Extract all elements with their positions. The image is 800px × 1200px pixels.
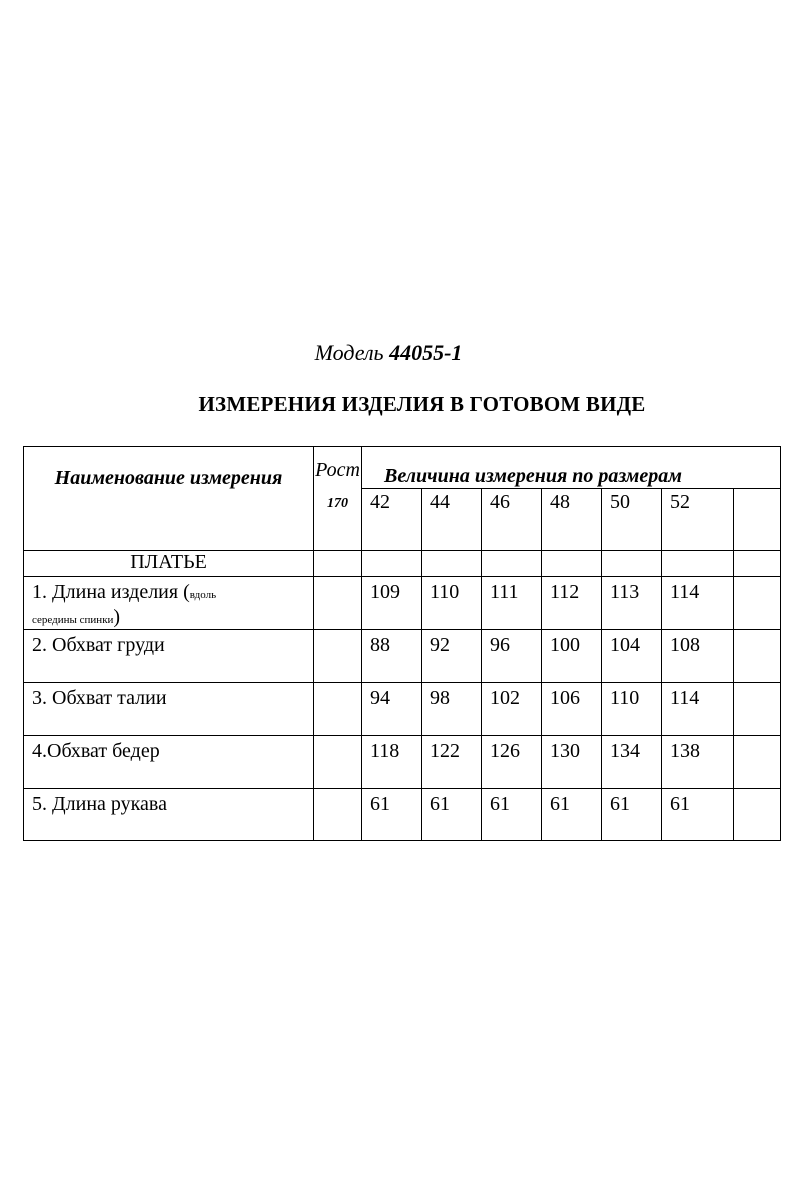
- value-cell: 94: [362, 683, 422, 736]
- value-cell: 130: [542, 736, 602, 789]
- height-label: Рост: [315, 459, 360, 481]
- value-cell: 61: [602, 789, 662, 841]
- value-cell: 61: [662, 789, 734, 841]
- value-cell: 106: [542, 683, 602, 736]
- value-cell: 61: [482, 789, 542, 841]
- value-cell: 61: [422, 789, 482, 841]
- value-cell: [734, 789, 781, 841]
- table-row: [24, 683, 781, 736]
- measurement-name: 3. Обхват талии: [24, 683, 314, 736]
- col-height-header: [314, 447, 362, 551]
- value-cell: [734, 577, 781, 630]
- values-header: Величина измерения по размерам: [362, 447, 781, 489]
- value-cell: 61: [362, 789, 422, 841]
- header-row-top: [24, 447, 781, 489]
- measurement-name: 1. Длина изделия (вдоль середины спинки): [24, 577, 314, 630]
- height-value: 170: [327, 496, 348, 511]
- value-cell: 114: [662, 683, 734, 736]
- table-row: [24, 736, 781, 789]
- measurement-name: 2. Обхват груди: [24, 630, 314, 683]
- measurement-name: 4.Обхват бедер: [24, 736, 314, 789]
- value-cell: 114: [662, 577, 734, 630]
- value-cell: 112: [542, 577, 602, 630]
- measurements-table: [23, 446, 781, 841]
- model-title: [0, 340, 777, 366]
- value-cell: 111: [482, 577, 542, 630]
- value-cell: 110: [422, 577, 482, 630]
- size-cell: 50: [602, 489, 662, 551]
- model-number: 44055-1: [389, 340, 463, 365]
- value-cell: 61: [542, 789, 602, 841]
- measurement-name: 5. Длина рукава: [24, 789, 314, 841]
- table-row: [24, 630, 781, 683]
- size-cell: 44: [422, 489, 482, 551]
- value-cell: 88: [362, 630, 422, 683]
- value-cell: 102: [482, 683, 542, 736]
- value-cell: 122: [422, 736, 482, 789]
- value-cell: [734, 736, 781, 789]
- value-cell: 138: [662, 736, 734, 789]
- size-cell: 52: [662, 489, 734, 551]
- value-cell: 100: [542, 630, 602, 683]
- value-cell: 108: [662, 630, 734, 683]
- model-prefix: Модель: [314, 340, 384, 365]
- measurement-note: вдоль: [189, 589, 217, 601]
- value-cell: 113: [602, 577, 662, 630]
- value-cell: 109: [362, 577, 422, 630]
- size-cell: 48: [542, 489, 602, 551]
- value-cell: 118: [362, 736, 422, 789]
- value-cell: 104: [602, 630, 662, 683]
- size-cell: [734, 489, 781, 551]
- value-cell: 92: [422, 630, 482, 683]
- value-cell: 98: [422, 683, 482, 736]
- value-cell: 110: [602, 683, 662, 736]
- section-label: ПЛАТЬЕ: [24, 551, 314, 577]
- document-heading: ИЗМЕРЕНИЯ ИЗДЕЛИЯ В ГОТОВОМ ВИДЕ: [198, 392, 646, 416]
- section-row: [24, 551, 781, 577]
- value-cell: 126: [482, 736, 542, 789]
- col-name-header: Наименование измерения: [24, 447, 314, 551]
- measurement-note-line2: середины спинки: [32, 614, 114, 626]
- value-cell: [734, 630, 781, 683]
- size-cell: 42: [362, 489, 422, 551]
- size-cell: 46: [482, 489, 542, 551]
- table-row: [24, 577, 781, 630]
- table-row: [24, 789, 781, 841]
- value-cell: [734, 683, 781, 736]
- value-cell: 96: [482, 630, 542, 683]
- value-cell: 134: [602, 736, 662, 789]
